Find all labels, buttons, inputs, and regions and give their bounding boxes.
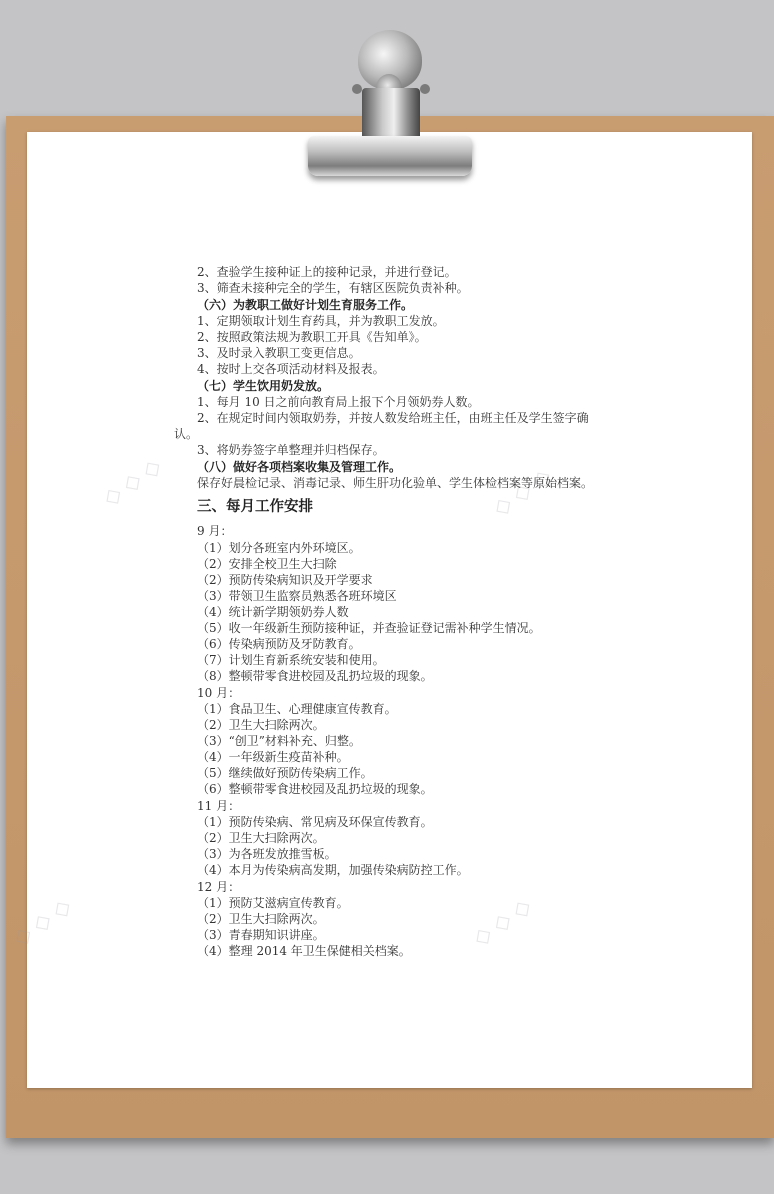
document-line: 4、按时上交各项活动材料及报表。: [197, 362, 385, 376]
list-item: （1）划分各班室内外环境区。: [197, 541, 361, 555]
list-item: （1）预防艾滋病宣传教育。: [197, 896, 349, 910]
list-item: （1）食品卫生、心理健康宣传教育。: [197, 702, 397, 716]
month-label: 10 月：: [197, 686, 241, 700]
watermark-mark: ◇ ◇ ◇: [468, 893, 537, 952]
list-item: （3）为各班发放推雪板。: [197, 847, 337, 861]
document-line: 2、在规定时间内领取奶券，并按人数发给班主任，由班主任及学生签字确: [197, 411, 589, 425]
list-item: （4）统计新学期领奶券人数: [197, 605, 349, 619]
section-heading: （八）做好各项档案收集及管理工作。: [197, 460, 402, 474]
list-item: （5）收一年级新生预防接种证，并查验证登记需补种学生情况。: [197, 621, 541, 635]
list-item: （3）“创卫”材料补充、归整。: [197, 734, 361, 748]
list-item: （3）带领卫生监察员熟悉各班环境区: [197, 589, 397, 603]
list-item: （2）卫生大扫除两次。: [197, 718, 325, 732]
document-line: 保存好晨检记录、消毒记录、师生肝功化验单、学生体检档案等原始档案。: [197, 476, 594, 490]
document-line: 3、将奶券签字单整理并归档保存。: [197, 443, 385, 457]
document-line: 2、按照政策法规为教职工开具《告知单》。: [197, 330, 427, 344]
section-heading: （六）为教职工做好计划生育服务工作。: [197, 298, 414, 312]
list-item: （5）继续做好预防传染病工作。: [197, 766, 373, 780]
chapter-heading: 三、每月工作安排: [197, 498, 313, 515]
watermark-mark: ◇ ◇ ◇: [488, 463, 557, 522]
month-label: 11 月：: [197, 799, 241, 813]
month-label: 9 月：: [197, 524, 233, 538]
list-item: （2）卫生大扫除两次。: [197, 831, 325, 845]
list-item: （4）整理 2014 年卫生保健相关档案。: [197, 944, 411, 958]
list-item: （2）安排全校卫生大扫除: [197, 557, 337, 571]
list-item: （4）一年级新生疫苗补种。: [197, 750, 349, 764]
document-line: 3、及时录入教职工变更信息。: [197, 346, 361, 360]
document-line: 1、每月 10 日之前向教育局上报下个月领奶券人数。: [197, 395, 480, 409]
list-item: （3）青春期知识讲座。: [197, 928, 325, 942]
list-item: （2）卫生大扫除两次。: [197, 912, 325, 926]
document-line: 认。: [174, 427, 199, 441]
list-item: （1）预防传染病、常见病及环保宣传教育。: [197, 815, 433, 829]
list-item: （6）整顿带零食进校园及乱扔垃圾的现象。: [197, 782, 433, 796]
document-line: 3、筛查未接种完全的学生，有辖区医院负责补种。: [197, 281, 469, 295]
list-item: （2）预防传染病知识及开学要求: [197, 573, 373, 587]
document-line: 2、查验学生接种证上的接种记录，并进行登记。: [197, 265, 457, 279]
list-item: （4）本月为传染病高发期，加强传染病防控工作。: [197, 863, 469, 877]
document-line: 1、定期领取计划生育药具，并为教职工发放。: [197, 314, 445, 328]
watermark-mark: ◇ ◇ ◇: [98, 453, 167, 512]
list-item: （7）计划生育新系统安装和使用。: [197, 653, 385, 667]
section-heading: （七）学生饮用奶发放。: [197, 379, 330, 393]
month-label: 12 月：: [197, 880, 241, 894]
watermark-mark: ◇ ◇ ◇: [8, 893, 77, 952]
list-item: （8）整顿带零食进校园及乱扔垃圾的现象。: [197, 669, 433, 683]
list-item: （6）传染病预防及牙防教育。: [197, 637, 361, 651]
